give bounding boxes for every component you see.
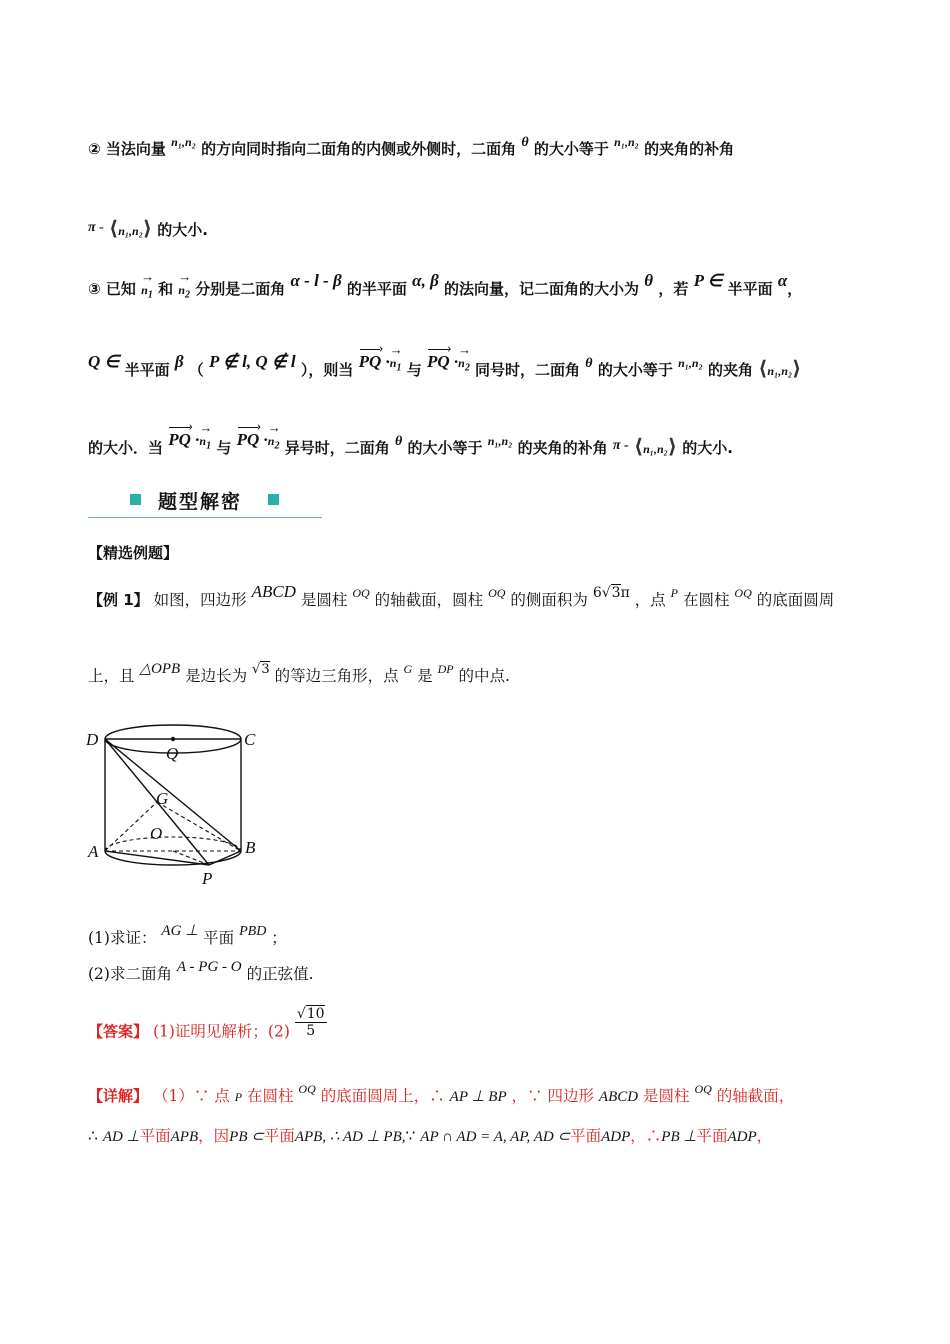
question-1: (1)求证： AG ⊥ 平面 PBD ；	[88, 923, 287, 947]
point-Q	[171, 737, 175, 741]
segment-AP	[105, 851, 209, 865]
vector-n2: → $n_2$	[178, 283, 190, 300]
section-underline	[88, 517, 322, 518]
cylinder-figure	[86, 722, 266, 892]
item-2-line-2: π - ⟨n₁,n₂⟩ 的大小.	[88, 216, 208, 240]
vector-n1: → $n_1$	[141, 283, 153, 300]
label-C: C	[244, 730, 256, 749]
solution-line-1: 【详解】 （1）∵ 点 P 在圆柱 $^{OQ}$ 的底面圆周上，∴ AP ⊥ BP ，∵ 四边形 ABCD 是圆柱 $^{OQ}$ 的轴截面，	[88, 1082, 795, 1105]
teal-square-icon	[130, 494, 141, 505]
selected-examples-label: 【精选例题】	[88, 544, 179, 562]
answer-fraction: $\frac{√10}{5}$	[296, 1006, 325, 1039]
item-2-line-1: ② 当法向量 $^{n_1,n_2}$ 的方向同时指向二面角的内侧或外侧时，二面角 θ 的大小等于 $^{n_1,n_2}$ 的夹角的补角	[88, 135, 735, 158]
label-Q: Q	[166, 744, 179, 763]
label-O: O	[150, 824, 163, 843]
example-1-line-2: 上，且 △OPB 是边长为 $^{√3}$ 的等边三角形，点 $^G$ 是 $^{DP}$ 的中点.	[88, 661, 510, 685]
math-n1n2: n₁,n₂	[171, 135, 196, 149]
segment-GB	[157, 802, 241, 851]
answer: 【答案】 (1)证明见解析；(2) $\frac{√10}{5}$	[88, 1006, 325, 1041]
question-2: (2)求二面角 A - PG - O 的正弦值.	[88, 959, 314, 983]
solution-line-2: ∴ AD ⊥平面APB，因PB ⊂平面APB, ∴ AD ⊥ PB,∵ AP ∩ AD = A, AP, AD ⊂平面ADP，∴PB ⊥平面ADP，	[88, 1127, 773, 1145]
label-G: G	[156, 789, 169, 808]
segment-BP	[209, 851, 241, 865]
item-3-line-1: ③ 已知 → $n_1$ 和 → $n_2$ 分别是二面角 α - l - β 的半平面 α, β 的法向量，记二面角的大小为 θ ，若 P ∈ 半平面 α，	[88, 278, 802, 300]
teal-square-icon	[268, 494, 279, 505]
label-D: D	[86, 730, 99, 749]
section-header	[88, 484, 322, 518]
label-P: P	[202, 869, 213, 888]
math-theta: θ	[521, 135, 529, 150]
item-3-line-3: 的大小．当 PQ › ·→ $n_1$ 与 PQ › ·→ $n_2$ 异号时，二面角 θ 的大小等于 $^{n_1,n_2}$ 的夹角的补角 π - ⟨n₁,n₂⟩ 的大小.	[88, 434, 733, 459]
label-A: A	[88, 842, 99, 861]
label-B: B	[245, 838, 256, 857]
item-3-line-2: Q ∈ 半平面 β （ P ∉ l, Q ∉ l ），则当 PQ › ·→ $n_1$ 与 PQ › ·→ $n_2$ 同号时，二面角 θ 的大小等于 $^{n_1,n_2}$ 的夹角 ⟨n₁,n₂⟩	[88, 356, 801, 381]
example-1-line-1: 【例 1】 如图，四边形 ABCD 是圆柱 $^{OQ}$ 的轴截面，圆柱 $^{OQ}$ 的侧面积为 6√3π ，点 $^P$ 在圆柱 $^{OQ}$ 的底面圆周	[88, 582, 835, 609]
section-title: 题型解密	[158, 491, 243, 513]
